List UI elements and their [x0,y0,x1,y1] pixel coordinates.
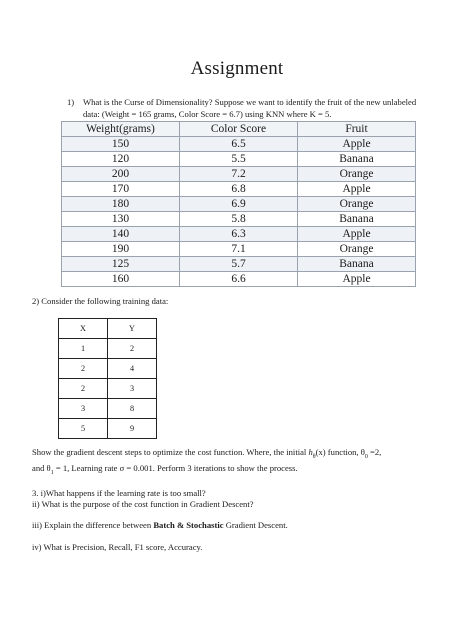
cell: 6.8 [180,182,298,197]
ampersand: & [176,520,185,530]
text: = 1, Learning rate σ = 0.001. Perform 3 iterations to show the process. [55,463,298,473]
theta-subscript: θ [312,454,316,460]
table-row [62,167,416,182]
stochastic-term: Stochastic [186,520,224,530]
table-row [62,137,416,152]
cell: 9 [108,419,157,439]
cell: Orange [298,197,416,212]
cell: 6.3 [180,227,298,242]
table-row [62,182,416,197]
cell: Apple [298,272,416,287]
cell: Apple [298,182,416,197]
question-3-i: 3. i)What happens if the learning rate is too small? [32,488,206,498]
text: iii) Explain the difference between [32,520,152,530]
table-row [62,227,416,242]
table-header-row [62,122,416,137]
cell: 1 [59,339,108,359]
h-symbol: h [308,447,313,457]
table-row [62,212,416,227]
cell: 120 [62,152,180,167]
table-row [62,257,416,272]
fruit-data-table [61,121,416,287]
cell: 6.9 [180,197,298,212]
cell: 5.8 [180,212,298,227]
cell: Orange [298,167,416,182]
header-color-score: Color Score [180,122,298,137]
text: Gradient Descent. [225,520,288,530]
cell: 125 [62,257,180,272]
cell: 180 [62,197,180,212]
header-fruit: Fruit [298,122,416,137]
cell: 2 [59,379,108,399]
cell: Apple [298,227,416,242]
table-row [59,399,157,419]
table-row [59,419,157,439]
cell: 5 [59,419,108,439]
cell: 8 [108,399,157,419]
cell: 6.6 [180,272,298,287]
question-3-iii [32,519,288,531]
cell: 2 [108,339,157,359]
table-header-row [59,319,157,339]
training-data-table [58,318,157,439]
table-row [62,152,416,167]
question-3-iv: iv) What is Precision, Recall, F1 score, Accuracy. [32,542,203,552]
cell: Apple [298,137,416,152]
cell: 3 [59,399,108,419]
question-3-ii: ii) What is the purpose of the cost function in Gradient Descent? [32,499,254,509]
question-1-number: 1) [67,97,75,107]
cell: 150 [62,137,180,152]
header-y: Y [108,319,157,339]
text: Show the gradient descent steps to optimize the cost function. Where, the initial [32,447,307,457]
cell: 130 [62,212,180,227]
cell: 4 [108,359,157,379]
cell: 5.7 [180,257,298,272]
subscript-0: 0 [364,454,368,460]
cell: 190 [62,242,180,257]
page-title: Assignment [190,58,284,79]
cell: Banana [298,152,416,167]
cell: 6.5 [180,137,298,152]
question-1 [67,96,432,120]
text: (x) function, θ [315,447,365,457]
cell: 140 [62,227,180,242]
cell: 160 [62,272,180,287]
table-row [59,379,157,399]
header-weight: Weight(grams) [62,122,180,137]
question-1-text: What is the Curse of Dimensionality? Suppose we want to identify the fruit of the new unlabeled data: (Weight = 165 grams, Color Score = 6.7) using KNN where K = 5. [83,97,417,119]
question-2-line-2 [32,462,298,476]
cell: 2 [59,359,108,379]
cell: 200 [62,167,180,182]
cell: 7.2 [180,167,298,182]
table-row [62,242,416,257]
cell: 5.5 [180,152,298,167]
cell: Banana [298,212,416,227]
text: and θ [32,463,51,473]
cell: Banana [298,257,416,272]
cell: Orange [298,242,416,257]
text: =2, [370,447,382,457]
subscript-1: 1 [50,470,54,476]
question-2-intro: 2) Consider the following training data: [32,296,169,306]
header-x: X [59,319,108,339]
table-row [62,272,416,287]
table-row [59,339,157,359]
cell: 170 [62,182,180,197]
batch-term: Batch [153,520,175,530]
cell: 3 [108,379,157,399]
cell: 7.1 [180,242,298,257]
table-row [62,197,416,212]
question-2-line-1 [32,446,381,460]
table-row [59,359,157,379]
